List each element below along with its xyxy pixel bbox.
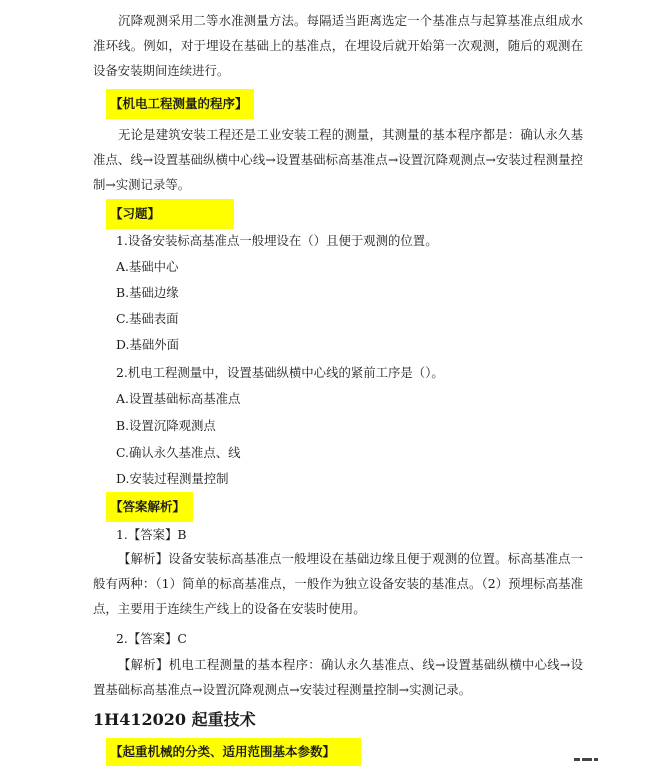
answer-2-explanation: 【解析】机电工程测量的基本程序：确认永久基准点、线→设置基础纵横中心线→设置基础标高基准点→设置沉降观测点→安装过程测量控制→实测记录。 (93, 657, 583, 697)
procedure-paragraph: 无论是建筑安装工程还是工业安装工程的测量，其测量的基本程序都是：确认永久基准点、线→设置基础纵横中心线→设置基础标高基准点→设置沉降观测点→安装过程测量控制→实测记录等。 (93, 127, 583, 192)
exercises-heading: 【习题】 (106, 199, 234, 229)
watermark-mark (574, 758, 608, 764)
lifting-machinery-heading: 【起重机械的分类、适用范围基本参数】 (106, 738, 361, 766)
question-1-stem: 1.设备安装标高基准点一般埋设在（）且便于观测的位置。 (116, 233, 438, 248)
answer-1-explanation: 【解析】设备安装标高基准点一般埋设在基础边缘且便于观测的位置。标高基准点一般有两种：（1）简单的标高基准点，一般作为独立设备安装的基准点。（2）预埋标高基准点，主要用于连续生产线上的设备在安装时使用。 (93, 551, 583, 616)
question-1-option-d: D.基础外面 (116, 337, 179, 352)
question-1-option-a: A.基础中心 (116, 259, 179, 274)
intro-paragraph: 沉降观测采用二等水准测量方法。每隔适当距离选定一个基准点与起算基准点组成水准环线。例如，对于埋设在基础上的基准点，在埋设后就开始第一次观测，随后的观测在设备安装期间连续进行。 (93, 13, 583, 78)
question-1-option-c: C.基础表面 (116, 311, 179, 326)
answers-heading: 【答案解析】 (106, 492, 193, 522)
section-title: 1H412020 起重技术 (93, 710, 256, 729)
question-2-option-c: C.确认永久基准点、线 (116, 445, 241, 460)
answer-2: 2.【答案】C (116, 631, 187, 646)
question-2-option-d: D.安装过程测量控制 (116, 471, 229, 486)
answer-1: 1.【答案】B (116, 527, 187, 542)
question-1-option-b: B.基础边缘 (116, 285, 179, 300)
question-2-option-b: B.设置沉降观测点 (116, 418, 216, 433)
question-2-option-a: A.设置基础标高基准点 (116, 391, 241, 406)
question-2-stem: 2.机电工程测量中，设置基础纵横中心线的紧前工序是（）。 (116, 365, 444, 380)
procedure-heading: 【机电工程测量的程序】 (106, 89, 254, 119)
